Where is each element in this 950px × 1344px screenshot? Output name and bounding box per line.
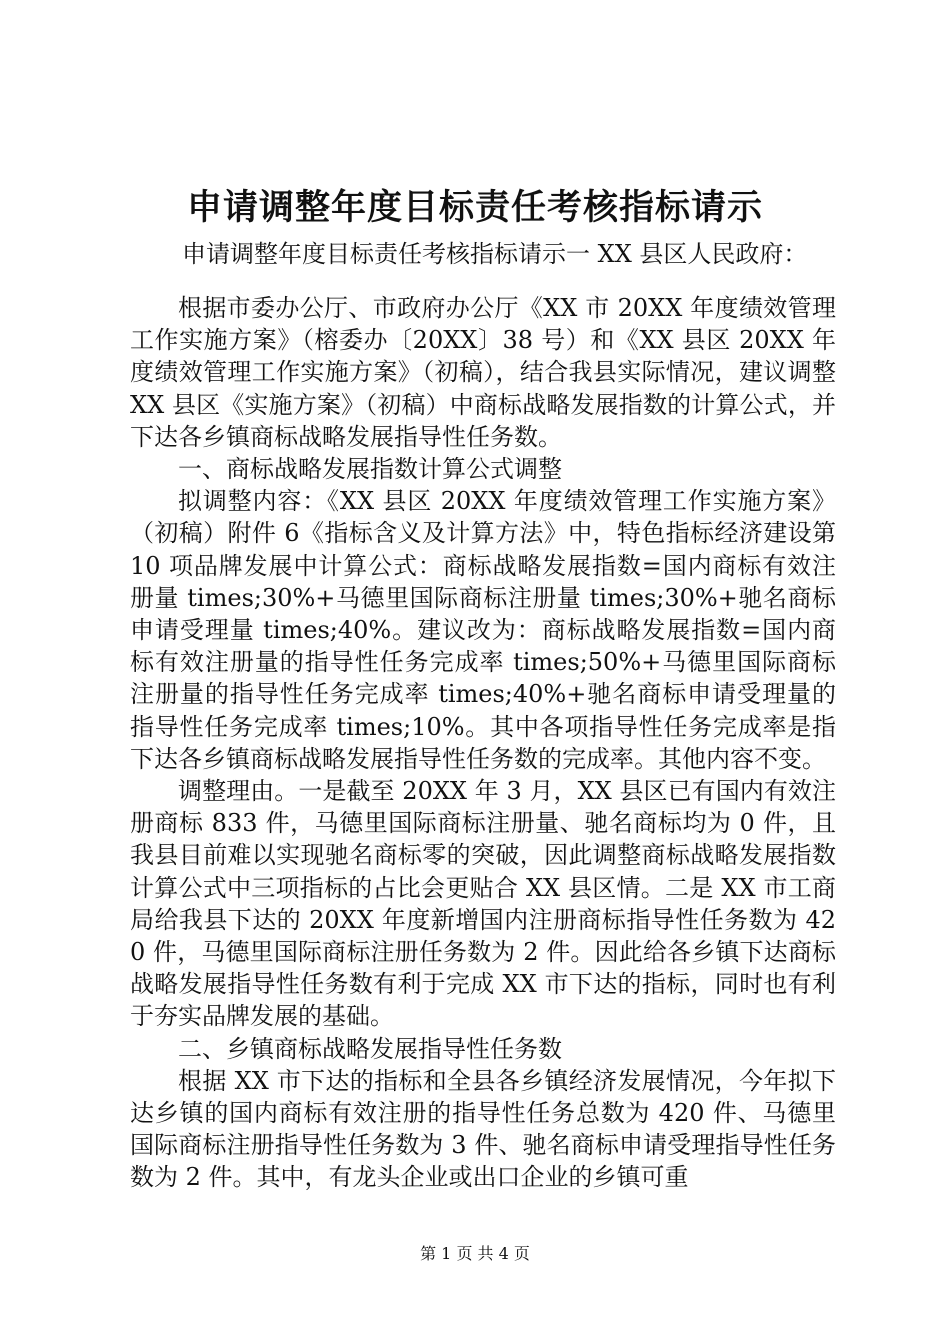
- subtitle: 申请调整年度目标责任考核指标请示一 XX 县区人民政府：: [182, 240, 808, 268]
- paragraph-intro: 根据市委办公厅、市政府办公厅《XX 市 20XX 年度绩效管理工作实施方案》（榕委办〔20XX〕38 号）和《XX 县区 20XX 年度绩效管理工作实施方案》（初稿），结合我县实际情况，建议调整 XX 县区《实施方案》（初稿）中商标战略发展指数的计算公式，并下达各乡镇商标战略发展指导性任务数。: [130, 294, 836, 451]
- section-heading-1: 一、商标战略发展指数计算公式调整: [178, 455, 562, 484]
- paragraph-adjustment: 拟调整内容：《XX 县区 20XX 年度绩效管理工作实施方案》（初稿）附件 6《指标含义及计算方法》中，特色指标经济建设第 10 项品牌发展中计算公式：商标战略发展指数=国内商标有效注册量 times;30%+马德里国际商标注册量 times;30%+驰名商标申请受理量 times;40%。建议改为：商标战略发展指数=国内商标有效注册量的指导性任务完成率 times;50%+马德里国际商标注册量的指导性任务完成率 times;40%+驰名商标申请受理量的指导性任务完成率 times;10%。其中各项指导性任务完成率是指下达各乡镇商标战略发展指导性任务数的完成率。其他内容不变。: [130, 487, 836, 773]
- page-title: 申请调整年度目标责任考核指标请示: [186, 187, 763, 228]
- paragraph-reason: 调整理由。一是截至 20XX 年 3 月，XX 县区已有国内有效注册商标 833 件，马德里国际商标注册量、驰名商标均为 0 件，且我县目前难以实现驰名商标零的突破，因此调整商标战略发展指数计算公式中三项指标的占比会更贴合 XX 县区情。二是 XX 市工商局给我县下达的 20XX 年度新增国内注册商标指导性任务数为 420 件，马德里国际商标注册任务数为 2 件。因此给各乡镇下达商标战略发展指导性任务数有利于完成 XX 市下达的指标，同时也有利于夯实品牌发展的基础。: [130, 777, 836, 1031]
- section-heading-2: 二、乡镇商标战略发展指导性任务数: [178, 1034, 562, 1063]
- document-body: [130, 292, 836, 1194]
- paragraph-tasks: 根据 XX 市下达的指标和全县各乡镇经济发展情况，今年拟下达乡镇的国内商标有效注册的指导性任务总数为 420 件、马德里国际商标注册指导性任务数为 3 件、驰名商标申请受理指导性任务数为 2 件。其中，有龙头企业或出口企业的乡镇可重: [130, 1066, 836, 1192]
- page-footer: 第 1 页 共 4 页: [420, 1244, 530, 1263]
